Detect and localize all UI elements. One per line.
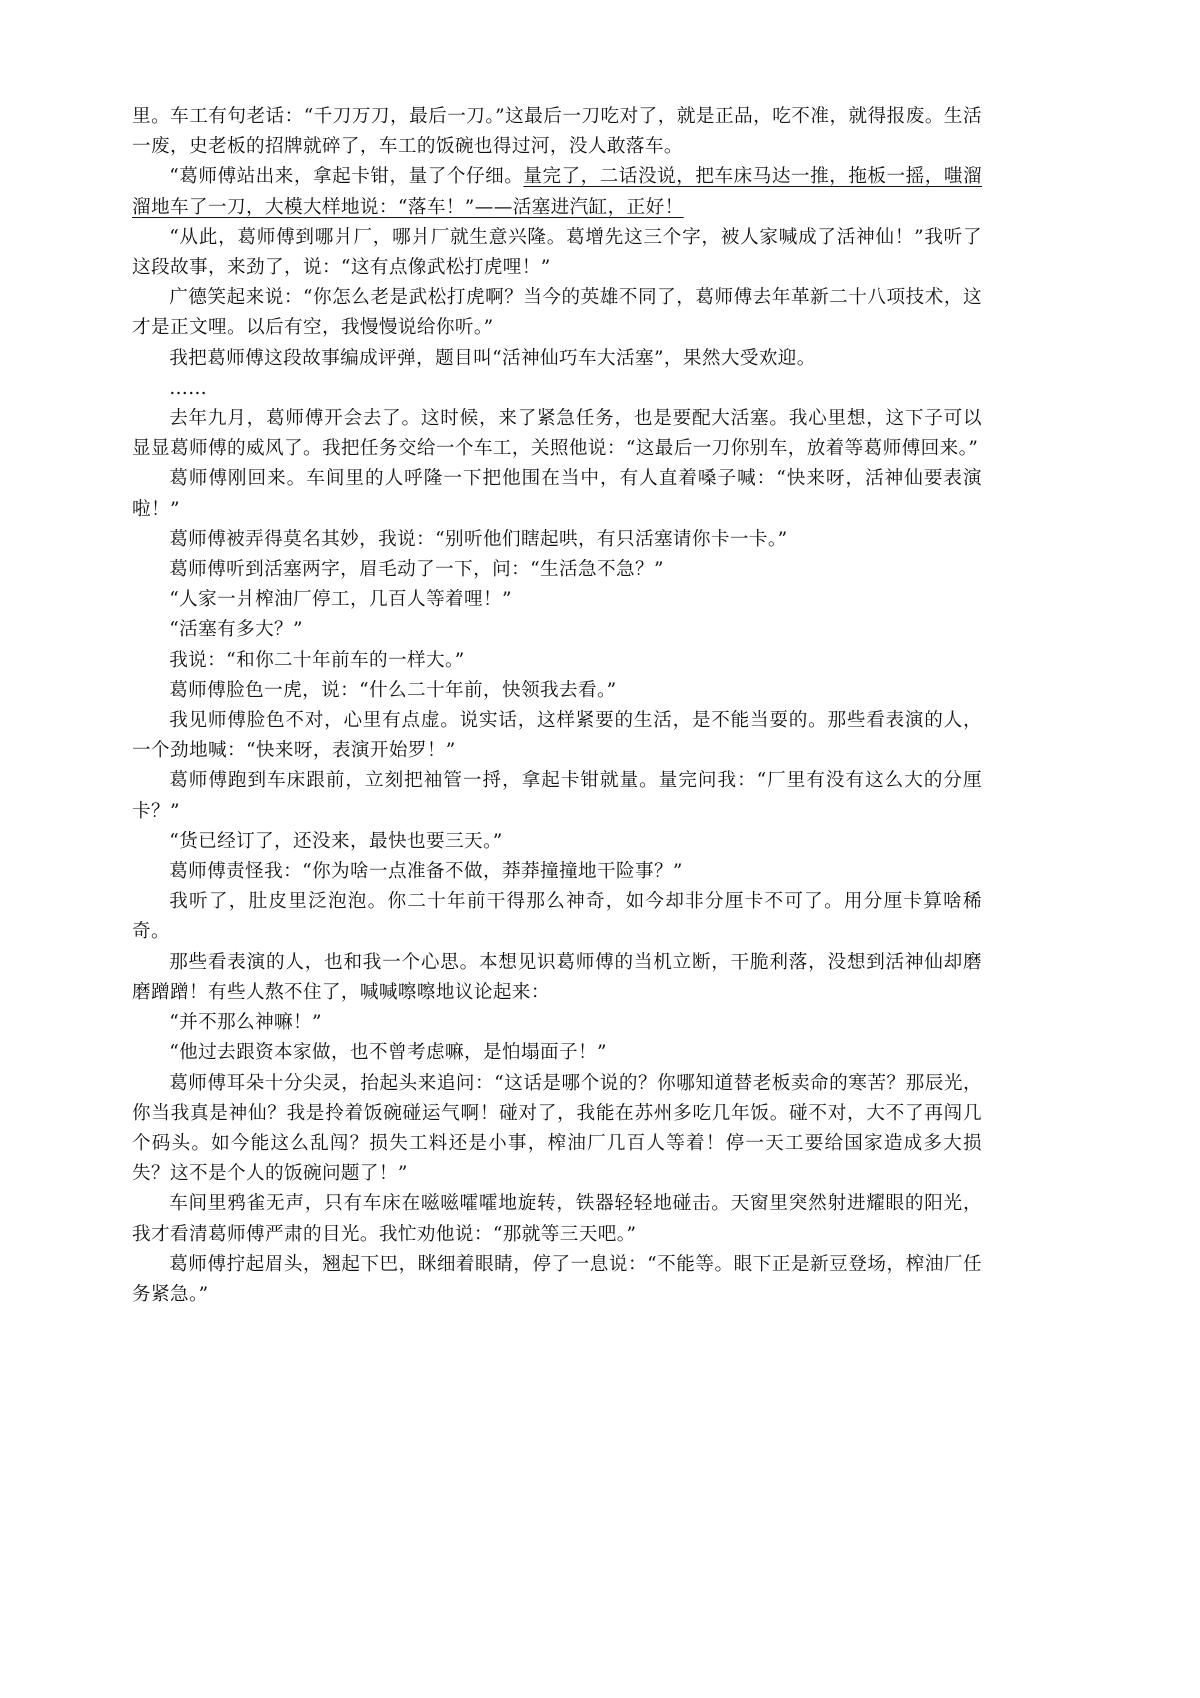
paragraph-8: 葛师傅刚回来。车间里的人呼隆一下把他围在当中，有人直着嗓子喊：“快来呀，活神仙要表演啦！” <box>132 468 982 520</box>
paragraph-2-text: “葛师傅站出来，拿起卡钳，量了个仔细。 <box>169 166 524 188</box>
paragraph-5: 我把葛师傅这段故事编成评弹，题目叫“活神仙巧车大活塞”，果然大受欢迎。 <box>169 347 816 369</box>
paragraph-10: 葛师傅听到活塞两字，眉毛动了一下，问：“生活急不急？” <box>169 559 664 581</box>
paragraph-19: 我听了，肚皮里泛泡泡。你二十年前干得那么神奇，如今却非分厘卡不可了。用分厘卡算啥稀奇。 <box>132 891 982 943</box>
paragraph-3: “从此，葛师傅到哪爿厂，哪爿厂就生意兴隆。葛增先这三个字，被人家喊成了活神仙！”我听了这段故事，来劲了，说：“这有点像武松打虎哩！” <box>132 226 982 279</box>
paragraph-11: “人家一爿榨油厂停工，几百人等着哩！” <box>169 589 512 611</box>
paragraph-22: “他过去跟资本家做，也不曾考虑嘛，是怕塌面子！” <box>169 1042 607 1064</box>
paragraph-14: 葛师傅脸色一虎，说：“什么二十年前，快领我去看。” <box>169 679 617 701</box>
ellipsis-line: …… <box>169 377 208 399</box>
paragraph-21: “并不那么神嘛！” <box>169 1012 322 1034</box>
paragraph-12: “活塞有多大？” <box>169 619 303 641</box>
paragraph-4: 广德笑起来说：“你怎么老是武松打虎啊？当今的英雄不同了，葛师傅去年革新二十八项技术，这才是正文哩。以后有空，我慢慢说给你听。” <box>132 287 982 339</box>
paragraph-24: 车间里鸦雀无声，只有车床在嗞嗞嚯嚯地旋转，铁器轻轻地碰击。天窗里突然射进耀眼的阳光，我才看清葛师傅严肃的目光。我忙劝他说：“那就等三天吧。” <box>132 1193 982 1245</box>
paragraph-23: 葛师傅耳朵十分尖灵，抬起头来追问：“这话是哪个说的？你哪知道替老板卖命的寒苦？那辰光，你当我真是神仙？我是拎着饭碗碰运气啊！碰对了，我能在苏州多吃几年饭。碰不对，大不了再闯几个码头。如今能这么乱闯？损失工料还是小事，榨油厂几百人等着！停一天工要给国家造成多大损失？这不是个人的饭碗问题了！” <box>132 1072 982 1185</box>
paragraph-1: 里。车工有句老话：“千刀万刀，最后一刀。”这最后一刀吃对了，就是正品，吃不准，就得报废。生活一废，史老板的招牌就碎了，车工的饭碗也得过河，没人敢落车。 <box>132 106 982 158</box>
paragraph-13: 我说：“和你二十年前车的一样大。” <box>169 649 465 671</box>
paragraph-25: 葛师傅拧起眉头，翘起下巴，眯细着眼睛，停了一息说：“不能等。眼下正是新豆登场，榨油厂任务紧急。” <box>132 1253 982 1305</box>
paragraph-15: 我见师傅脸色不对，心里有点虚。说实话，这样紧要的生活，是不能当耍的。那些看表演的人，一个劲地喊：“快来呀，表演开始罗！” <box>132 710 982 762</box>
paragraph-16: 葛师傅跑到车床跟前，立刻把袖管一捋，拿起卡钳就量。量完问我：“厂里有没有这么大的分厘卡？” <box>132 770 982 822</box>
underlined-sentence: 量完了，二话没说，把车床马达一推，拖板一摇，嗤溜溜地车了一刀，大模大样地说：“落车！”——活塞进汽缸，正好！ <box>132 166 983 218</box>
paragraph-7: 去年九月，葛师傅开会去了。这时候，来了紧急任务，也是要配大活塞。我心里想，这下子可以显显葛师傅的威风了。我把任务交给一个车工，关照他说：“这最后一刀你别车，放着等葛师傅回来。” <box>132 408 982 460</box>
paragraph-18: 葛师傅责怪我：“你为啥一点准备不做，莽莽撞撞地干险事？” <box>169 861 683 883</box>
paragraph-2 <box>132 162 982 222</box>
paragraph-9: 葛师傅被弄得莫名其妙，我说：“别听他们瞎起哄，有只活塞请你卡一卡。” <box>169 528 788 550</box>
paragraph-17: “货已经订了，还没来，最快也要三天。” <box>169 830 503 852</box>
paragraph-20: 那些看表演的人，也和我一个心思。本想见识葛师傅的当机立断，干脆利落，没想到活神仙却磨磨蹭蹭！有些人熬不住了，喊喊嚓嚓地议论起来： <box>132 951 982 1003</box>
